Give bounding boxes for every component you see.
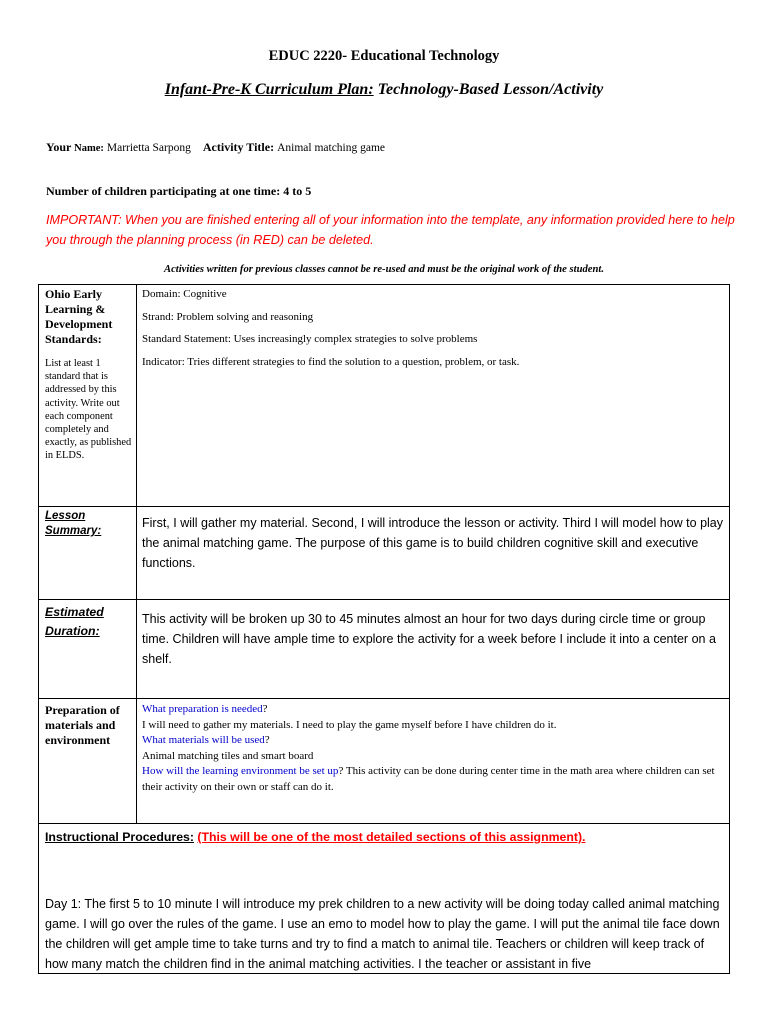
important-notice: IMPORTANT: When you are finished entering all of your information into the template, any information provided here to help you through the planning process (in RED) can be deleted.	[46, 213, 735, 247]
row-divider	[39, 506, 729, 507]
day1-text: Day 1: The first 5 to 10 minute I will introduce my prek children to a new activity will be doing today called animal matching game. I will go over the rules of the game. I use an emo to model how to play the game. I will put the animal tile face down the children will get ample time to take turns and try to find a match to animal tile. Teachers or children will keep track of how many match the children find in the animal matching activities. I the teacher or assistant in five	[45, 897, 720, 971]
prep-answer-3: This activity can be done during center time in the math area where children can set their activity on their own or staff can do it.	[142, 765, 715, 793]
name-label: Name:	[74, 143, 104, 154]
originality-note: Activities written for previous classes cannot be re-used and must be the original work of the student.	[164, 264, 604, 275]
standard-domain: Domain: Cognitive	[142, 288, 227, 300]
duration-text: This activity will be broken up 30 to 45 minutes almost an hour for two days during circle time or group time. Children will have ample time to explore the activity for a week before I include it into a center on a shelf.	[142, 612, 716, 666]
row-divider	[39, 599, 729, 600]
summary-cell-left	[45, 509, 133, 539]
plan-title-main: Infant-Pre-K Curriculum Plan:	[164, 81, 374, 98]
standards-cell-left	[45, 287, 133, 463]
instructional-note: (This will be one of the most detailed sections of this assignment).	[197, 830, 586, 844]
standard-statement: Standard Statement: Uses increasingly complex strategies to solve problems	[142, 333, 478, 345]
column-divider	[136, 285, 137, 824]
lesson-plan-table	[38, 284, 730, 974]
plan-title-rest: Technology-Based Lesson/Activity	[373, 81, 604, 98]
activity-value: Animal matching game	[277, 142, 386, 154]
prep-question-3: How will the learning environment be set up	[142, 765, 339, 777]
name-activity-line	[46, 140, 385, 155]
activity-label: Activity Title:	[202, 140, 275, 154]
instructional-label: Instructional Procedures:	[45, 830, 194, 844]
name-value: Marrietta Sarpong	[106, 142, 191, 154]
row-divider	[39, 823, 729, 824]
course-title: EDUC 2220- Educational Technology	[268, 48, 500, 64]
preparation-content: What preparation is needed? I will need to gather my materials. I need to play the game myself before I have children do it. What materials will be used? Animal matching tiles and smart board How will the learning environment be set up? This activity can be done during center time in the math area where children can set their activity on their own or staff can do it.	[142, 702, 724, 795]
instructional-heading	[45, 830, 725, 844]
name-label-your: Your	[46, 140, 75, 154]
standards-label: Ohio Early Learning & Development Standards:	[45, 287, 113, 346]
row-divider	[39, 698, 729, 699]
children-count-label: Number of children participating at one time:	[46, 184, 281, 198]
summary-text: First, I will gather my material. Second, I will introduce the lesson or activity. Third I will model how to play the animal matching game. The purpose of this game is to build children cognitive skill and executive functions.	[142, 516, 724, 570]
standards-help: List at least 1 standard that is addressed by this activity. Write out each component completely and exactly, as published in ELDS.	[45, 358, 132, 462]
children-count-value: 4 to 5	[283, 184, 312, 198]
duration-label: Estimated Duration:	[45, 605, 104, 638]
plan-title	[0, 81, 768, 99]
prep-question-1: What preparation is needed	[142, 703, 263, 715]
standards-content	[142, 283, 724, 373]
prep-question-2: What materials will be used	[142, 734, 265, 746]
summary-label: Lesson Summary:	[45, 510, 102, 537]
standard-strand: Strand: Problem solving and reasoning	[142, 310, 314, 323]
prep-answer-1: I will need to gather my materials. I need to play the game myself before I have children do it.	[142, 718, 557, 731]
children-count-line	[46, 184, 311, 199]
preparation-label: Preparation of materials and environment	[45, 703, 120, 747]
duration-cell-left	[45, 603, 133, 641]
preparation-cell-left	[45, 703, 133, 748]
standard-indicator: Indicator: Tries different strategies to find the solution to a question, problem, or task.	[142, 355, 520, 368]
prep-answer-2: Animal matching tiles and smart board	[142, 749, 314, 762]
